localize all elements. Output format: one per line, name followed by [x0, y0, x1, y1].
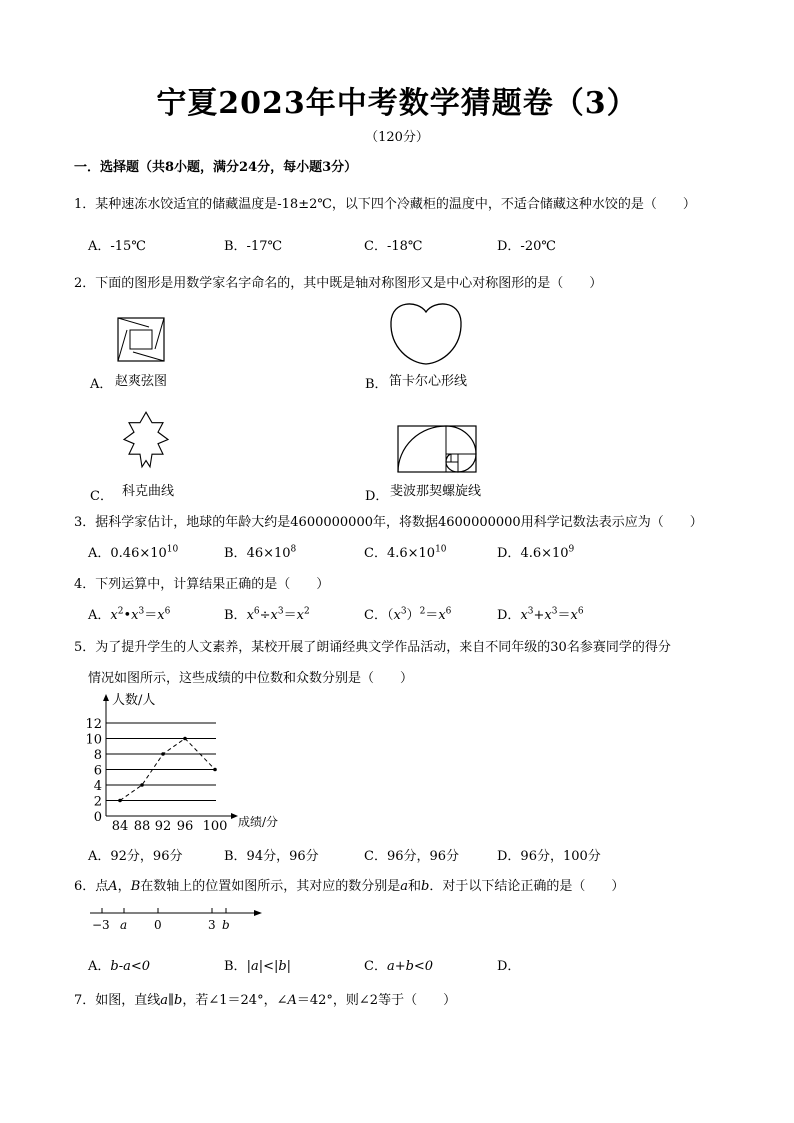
chart-x-tick-label: 100 [202, 819, 228, 834]
chart-y-tick-label: 2 [93, 794, 102, 810]
section-heading: 一．选择题（共8小题，满分24分，每小题3分） [74, 160, 358, 175]
fibonacci-spiral-icon [396, 424, 478, 474]
chart-x-tick-label: 84 [111, 819, 129, 834]
question-4: 4．下列运算中，计算结果正确的是（ ） [74, 577, 330, 592]
q2-option-b-letter: B． [365, 377, 388, 392]
q6-option-b: B．|a|<|b| [224, 959, 292, 974]
chart-data-point [140, 783, 144, 787]
q3-option-c: C．$4.6\times 10^{10}$ [364, 544, 447, 561]
q2-option-d-caption: 斐波那契螺旋线 [390, 484, 482, 499]
tick-three: 3 [208, 918, 216, 932]
tick-a: a [120, 918, 128, 932]
q2-option-b-caption: 笛卡尔心形线 [389, 374, 468, 389]
koch-snowflake-icon [108, 402, 184, 478]
q3-option-d: D．$4.6\times 10^9$ [497, 544, 575, 561]
q6-option-d: D． [497, 959, 521, 974]
question-5-line-1: 5．为了提升学生的人文素养，某校开展了朗诵经典文学作品活动，来自不同年级的30名参赛同学的得分 [74, 640, 671, 655]
q4-option-d: D．$x^3+x^3=x^6$ [497, 606, 584, 623]
tick-neg3: −3 [92, 918, 110, 932]
chart-y-label: 人数/人 [112, 693, 156, 708]
q4-option-c: C．$(x^3)^2=x^6$ [364, 606, 452, 623]
question-6: 6．点A，B在数轴上的位置如图所示，其对应的数分别是a和b．对于以下结论正确的是（ ） [74, 879, 625, 894]
page-title: 宁夏2023年中考数学猜题卷（3） [156, 86, 638, 121]
q1-option-c: C．-18℃ [364, 239, 423, 254]
chart-y-tick-label: 4 [93, 779, 102, 794]
q6-option-c: C．a+b<0 [364, 959, 434, 974]
chart-x-tick-label: 96 [176, 819, 194, 834]
q5-option-c: C．96分，96分 [364, 849, 460, 864]
question-7: 7．如图，直线a∥b，若∠1＝24°，∠A＝42°，则∠2等于（ ） [74, 993, 457, 1008]
chart-y-axis-arrow [103, 694, 109, 701]
q5-option-b: B．94分，96分 [224, 849, 319, 864]
q2-option-c-caption: 科克曲线 [122, 484, 175, 499]
chart-y-tick-label: 8 [93, 748, 102, 763]
chart-data-point [118, 799, 122, 803]
tick-zero: 0 [154, 918, 162, 932]
chart-x-label: 成绩/分 [238, 815, 279, 829]
chart-y-tick-label: 10 [85, 732, 102, 748]
q3-option-b: B．$46\times 10^8$ [224, 544, 297, 561]
chart-y-tick-label: 12 [85, 717, 102, 732]
q4-option-a: A．$x^2•x^3=x^6$ [88, 606, 171, 623]
chart-y-tick-label: 0 [93, 810, 102, 825]
q4-option-b: B．$x^6\div x^3=x^2$ [224, 606, 310, 623]
q5-option-d: D．96分，100分 [497, 849, 601, 864]
question-3: 3．据科学家估计，地球的年龄大约是4600000000年，将数据4600000000用科学记数法表示应为（ ） [74, 515, 703, 530]
question-1: 1．某种速冻水饺适宜的储藏温度是-18±2℃，以下四个冷藏柜的温度中，不适合储藏这种水饺的是（ ） [74, 197, 696, 212]
chart-data-point [161, 752, 165, 756]
question-2: 2．下面的图形是用数学家名字命名的，其中既是轴对称图形又是中心对称图形的是（ ） [74, 276, 603, 291]
q2-option-c-letter: C． [90, 489, 113, 504]
zhao-shuang-diagram-icon [116, 317, 166, 363]
question-5-line-2: 情况如图所示，这些成绩的中位数和众数分别是（ ） [88, 671, 414, 686]
chart-data-point [183, 737, 187, 741]
chart-x-axis-arrow [231, 813, 238, 819]
q1-option-a: A．-15℃ [88, 239, 146, 254]
q2-option-a-letter: A． [90, 377, 113, 392]
chart-data-point [213, 768, 217, 772]
q2-option-a-caption: 赵爽弦图 [115, 374, 168, 389]
chart-y-tick-label: 6 [93, 763, 102, 779]
tick-b: b [222, 918, 230, 932]
q6-option-a: A．b-a<0 [88, 959, 151, 974]
page-subtitle: （120分） [365, 130, 429, 145]
q5-option-a: A．92分，96分 [88, 849, 183, 864]
chart-x-tick-label: 92 [154, 819, 172, 834]
q1-option-d: D．-20℃ [497, 239, 556, 254]
q3-option-a: A．$0.46\times 10^{10}$ [88, 544, 179, 561]
chart-x-tick-label: 88 [133, 819, 151, 834]
q1-option-b: B．-17℃ [224, 239, 283, 254]
q2-option-d-letter: D． [365, 489, 389, 504]
score-chart [84, 690, 304, 836]
number-line [86, 902, 266, 936]
cardioid-icon [388, 300, 464, 366]
